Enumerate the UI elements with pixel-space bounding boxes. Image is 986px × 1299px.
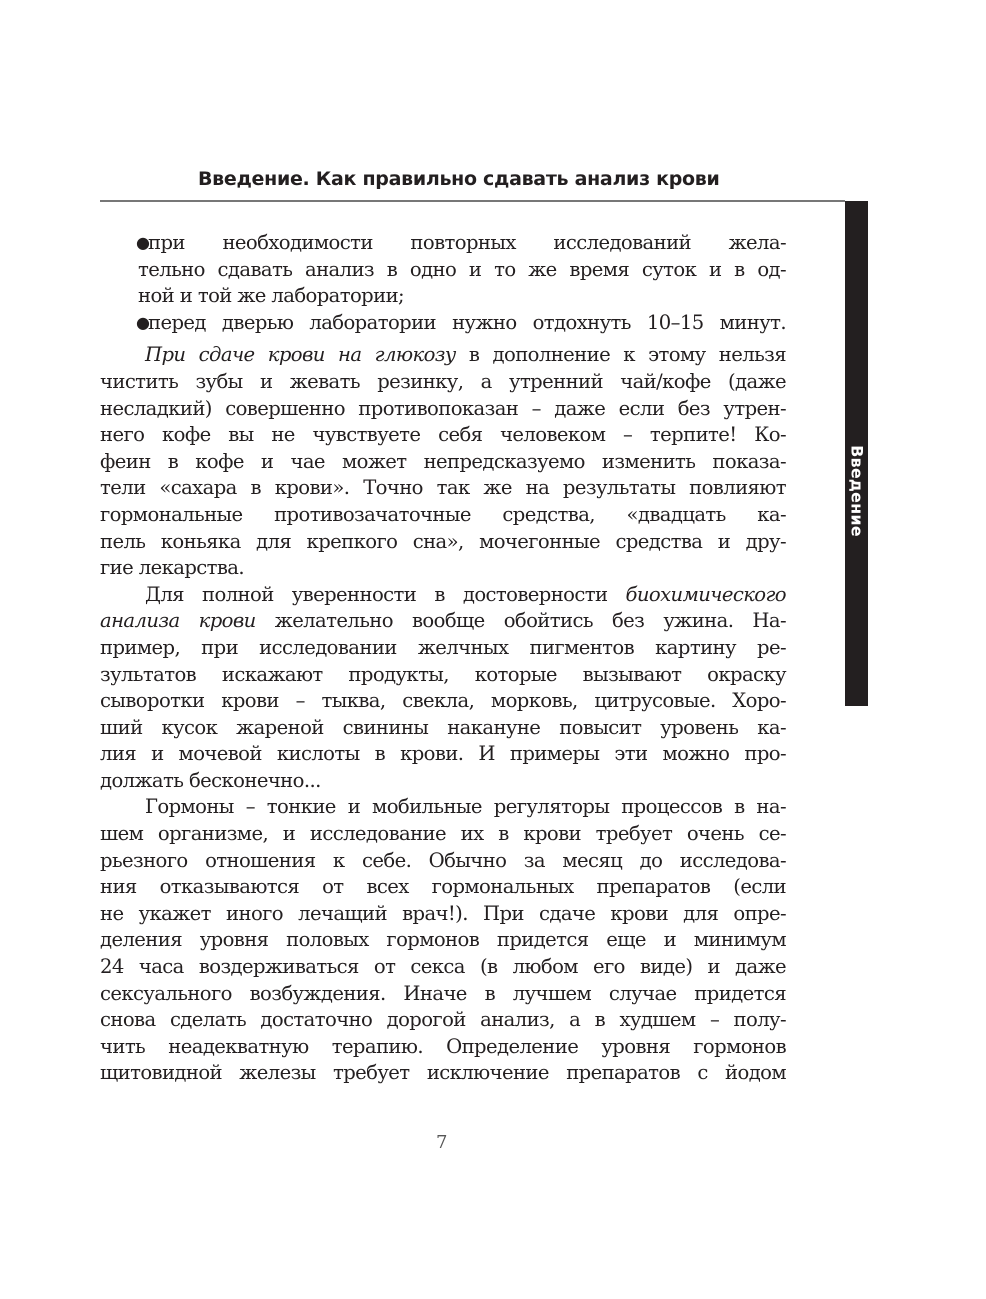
header-rule bbox=[100, 200, 845, 202]
text-line: снова сделать достаточно дорогой анализ, а в худшем – полу- bbox=[100, 1008, 786, 1032]
text-line: него кофе вы не чувствуете себя человеком – терпите! Ко- bbox=[100, 423, 786, 447]
text-line: при необходимости повторных исследований жела- bbox=[148, 231, 786, 254]
text-line: деления уровня половых гормонов придется еще и минимум bbox=[100, 928, 786, 952]
text-line: пель коньяка для крепкого сна», мочегонные средства и дру- bbox=[100, 529, 786, 553]
paragraph bbox=[100, 342, 786, 581]
paragraph bbox=[100, 794, 786, 1087]
bullet-icon: ● bbox=[136, 312, 150, 332]
running-header-title: Введение. Как правильно сдавать анализ крови bbox=[198, 168, 720, 190]
italic-phrase: анализа крови bbox=[100, 609, 256, 633]
text-line bbox=[100, 608, 786, 635]
text-line: перед дверью лаборатории нужно отдохнуть 10–15 минут. bbox=[148, 310, 786, 334]
text-line: рьезного отношения к себе. Обычно за месяц до исследова- bbox=[100, 848, 786, 872]
bullet-item bbox=[100, 310, 786, 337]
text-line: ния отказываются от всех гормональных препаратов (если bbox=[100, 875, 786, 899]
text-line: не укажет иного лечащий врач!). При сдаче крови для опре- bbox=[100, 901, 786, 925]
text-line: зультатов искажают продукты, которые вызывают окраску bbox=[100, 662, 786, 686]
text-line: пример, при исследовании желчных пигментов картину ре- bbox=[100, 635, 786, 659]
text-line: феин в кофе и чае может непредсказуемо изменить показа- bbox=[100, 449, 786, 473]
paragraph bbox=[100, 582, 786, 795]
text-line: несладкий) совершенно противопоказан – даже если без утрен- bbox=[100, 396, 786, 420]
text-line: лия и мочевой кислоты в крови. И примеры эти можно про- bbox=[100, 742, 786, 766]
text-line: чить неадекватную терапию. Определение уровня гормонов bbox=[100, 1034, 786, 1058]
text-line: должать бесконечно... bbox=[100, 768, 321, 792]
text-line: гормональные противозачаточные средства, «двадцать ка- bbox=[100, 502, 786, 526]
text-line: сексуального возбуждения. Иначе в лучшем случае придется bbox=[100, 981, 786, 1005]
italic-phrase: При сдаче крови на глюкозу bbox=[145, 343, 456, 367]
text-span: Для полной уверенности в достоверности bbox=[145, 582, 626, 606]
bullet-icon: ● bbox=[136, 233, 150, 252]
section-side-tab bbox=[845, 201, 868, 706]
text-line: гие лекарства. bbox=[100, 556, 245, 580]
italic-phrase: биохимического bbox=[625, 582, 786, 606]
page-body bbox=[100, 230, 786, 1087]
text-line bbox=[100, 582, 786, 609]
text-span: в дополнение к этому нельзя bbox=[455, 343, 786, 367]
page-number: 7 bbox=[436, 1132, 448, 1153]
text-line: ной и той же лаборатории; bbox=[138, 284, 405, 308]
side-tab-label: Введение bbox=[847, 445, 866, 537]
text-line: Гормоны – тонкие и мобильные регуляторы процессов в на- bbox=[145, 795, 786, 819]
text-line bbox=[100, 342, 786, 369]
text-line: ший кусок жареной свинины накануне повысит уровень ка- bbox=[100, 715, 786, 739]
text-line: тельно сдавать анализ в одно и то же время суток и в од- bbox=[138, 257, 786, 281]
text-span: желательно вообще обойтись без ужина. На- bbox=[255, 609, 786, 633]
bullet-item bbox=[100, 230, 786, 310]
text-line: щитовидной железы требует исключение препаратов с йодом bbox=[100, 1061, 786, 1085]
text-line: 24 часа воздерживаться от секса (в любом его виде) и даже bbox=[100, 955, 786, 979]
text-line: шем организме, и исследование их в крови требует очень се- bbox=[100, 822, 786, 846]
text-line: сыворотки крови – тыква, свекла, морковь, цитрусовые. Хоро- bbox=[100, 689, 786, 713]
text-line: тели «сахара в крови». Точно так же на результаты повлияют bbox=[100, 476, 786, 500]
text-line: чистить зубы и жевать резинку, а утренний чай/кофе (даже bbox=[100, 369, 786, 393]
